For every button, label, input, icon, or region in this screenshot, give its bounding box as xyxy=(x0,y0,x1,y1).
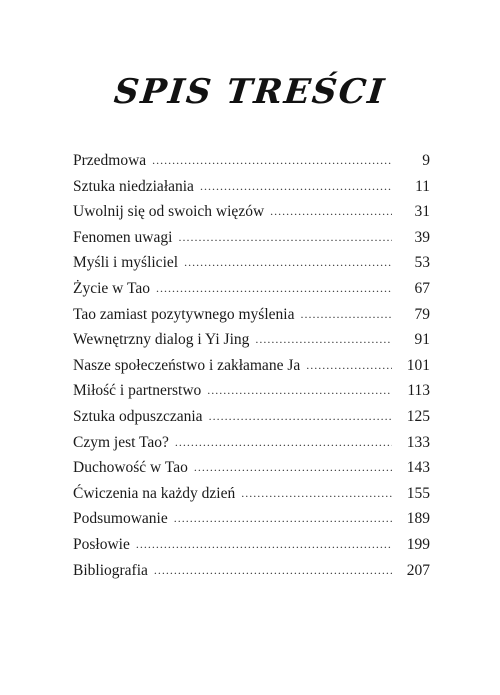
toc-entry-title: Życie w Tao xyxy=(73,279,150,297)
toc-dot-leader xyxy=(194,455,392,481)
toc-entry xyxy=(73,174,430,200)
toc-entry-page: 31 xyxy=(414,203,430,221)
toc-entry xyxy=(73,327,430,353)
toc-entry-title: Miłość i partnerstwo xyxy=(73,382,202,400)
toc-dot-leader xyxy=(207,378,392,404)
toc-dot-leader xyxy=(200,174,392,200)
toc-entry xyxy=(73,481,430,507)
toc-entry xyxy=(73,148,430,174)
toc-entry-title: Duchowość w Tao xyxy=(73,459,188,477)
toc-entry xyxy=(73,353,430,379)
toc-dot-leader xyxy=(255,327,392,353)
toc-entry-page: 155 xyxy=(406,484,430,502)
toc-entry xyxy=(73,302,430,328)
toc-entry-page: 53 xyxy=(414,254,430,272)
toc-entry-page: 113 xyxy=(407,382,430,400)
toc-dot-leader xyxy=(241,481,392,507)
toc-entry-page: 11 xyxy=(415,177,430,195)
toc-entry xyxy=(73,225,430,251)
toc-entry-page: 207 xyxy=(406,561,430,579)
toc-entry xyxy=(73,430,430,456)
toc-entry xyxy=(73,276,430,302)
toc-dot-leader xyxy=(300,302,392,328)
toc-entry-title: Tao zamiast pozytywnego myślenia xyxy=(73,305,295,323)
table-of-contents xyxy=(73,148,430,583)
toc-entry xyxy=(73,199,430,225)
toc-entry-title: Ćwiczenia na każdy dzień xyxy=(73,484,236,502)
toc-dot-leader xyxy=(156,276,392,302)
toc-entry xyxy=(73,558,430,584)
toc-entry-title: Bibliografia xyxy=(73,561,148,579)
toc-entry-title: Sztuka niedziałania xyxy=(73,177,194,195)
toc-dot-leader xyxy=(184,250,392,276)
toc-entry xyxy=(73,250,430,276)
toc-entry xyxy=(73,378,430,404)
toc-entry xyxy=(73,404,430,430)
toc-entry-page: 79 xyxy=(414,305,430,323)
toc-dot-leader xyxy=(209,404,392,430)
toc-entry-title: Fenomen uwagi xyxy=(73,228,173,246)
toc-entry-title: Wewnętrzny dialog i Yi Jing xyxy=(73,331,250,349)
toc-dot-leader xyxy=(175,430,392,456)
toc-dot-leader xyxy=(152,148,392,174)
toc-entry-page: 133 xyxy=(406,433,430,451)
toc-entry xyxy=(73,532,430,558)
toc-entry-title: Sztuka odpuszczania xyxy=(73,407,203,425)
toc-entry xyxy=(73,506,430,532)
toc-entry-title: Podsumowanie xyxy=(73,510,168,528)
toc-dot-leader xyxy=(154,558,392,584)
toc-entry-title: Uwolnij się od swoich więzów xyxy=(73,203,265,221)
toc-entry-title: Myśli i myśliciel xyxy=(73,254,179,272)
toc-entry-page: 143 xyxy=(406,459,430,477)
toc-entry-title: Czym jest Tao? xyxy=(73,433,169,451)
toc-entry-page: 67 xyxy=(414,279,430,297)
toc-entry-page: 39 xyxy=(414,228,430,246)
toc-entry-page: 91 xyxy=(414,331,430,349)
toc-entry-page: 199 xyxy=(406,535,430,553)
toc-dot-leader xyxy=(270,199,392,225)
page-title: SPIS TREŚCI xyxy=(112,72,388,112)
toc-dot-leader xyxy=(136,532,392,558)
toc-entry-page: 101 xyxy=(406,356,430,374)
toc-entry-title: Nasze społeczeństwo i zakłamane Ja xyxy=(73,356,301,374)
toc-dot-leader xyxy=(306,353,392,379)
toc-entry-title: Posłowie xyxy=(73,535,130,553)
toc-dot-leader xyxy=(178,225,392,251)
toc-entry-page: 189 xyxy=(406,510,430,528)
toc-entry xyxy=(73,455,430,481)
toc-dot-leader xyxy=(174,506,392,532)
toc-entry-page: 9 xyxy=(422,152,430,169)
toc-entry-page: 125 xyxy=(406,407,430,425)
toc-entry-title: Przedmowa xyxy=(73,152,147,169)
